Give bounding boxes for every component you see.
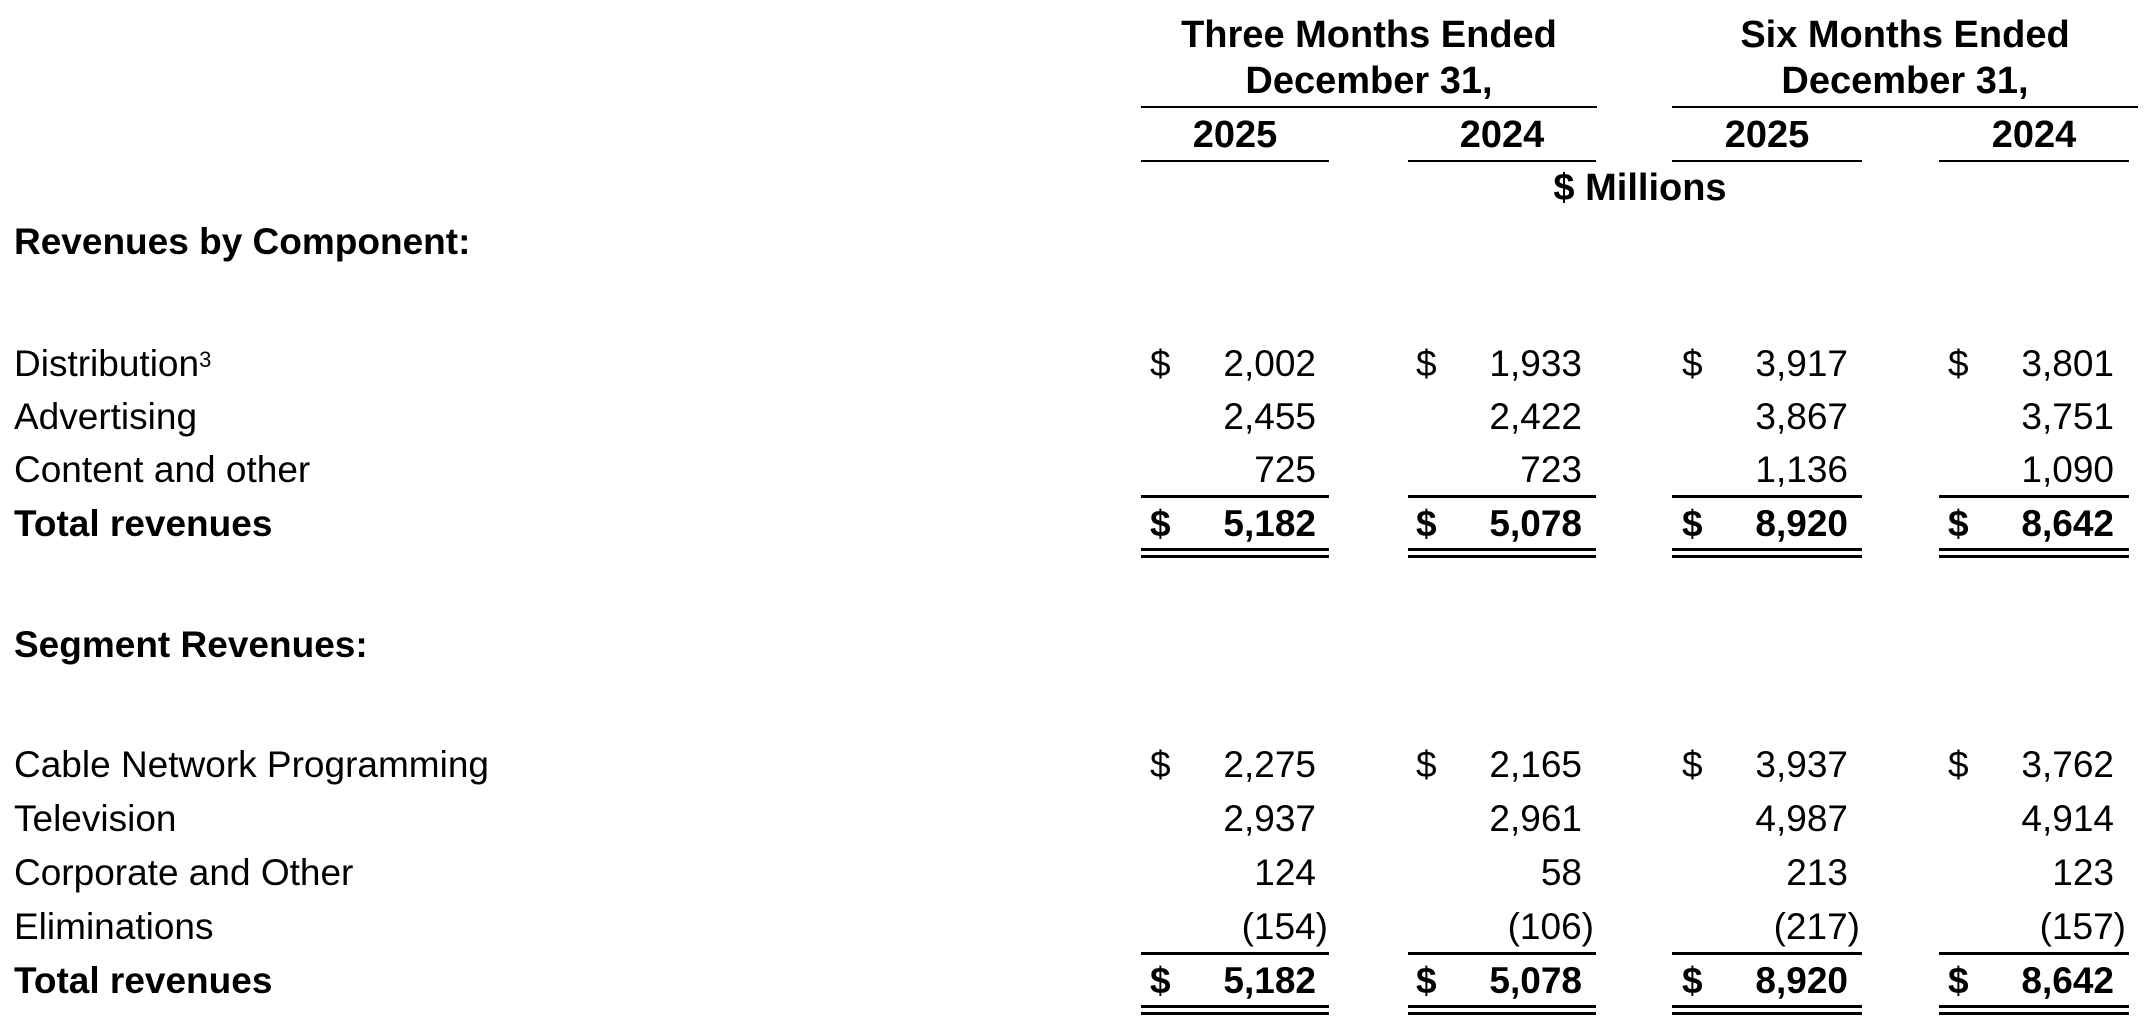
total-value: 8,920 (1755, 960, 1848, 1001)
row-label-text: Distribution (14, 343, 200, 384)
dollar-sign: $ (1682, 503, 1703, 544)
row-label (14, 342, 211, 386)
row-label: Cable Network Programming (14, 744, 490, 785)
header-group-underline (1141, 106, 1597, 108)
header-group-underline (1672, 106, 2138, 108)
value-cell: 2,961 (1489, 798, 1582, 839)
dollar-sign: $ (1150, 343, 1171, 384)
dollar-sign: $ (1682, 744, 1703, 785)
year-underline (1939, 160, 2129, 162)
value-cell: 725 (1254, 449, 1316, 490)
value-cell: 3,762 (2021, 744, 2114, 785)
year-underline (1672, 160, 1862, 162)
header-group-three-months (1141, 12, 1597, 104)
total-label: Total revenues (14, 503, 273, 544)
total-value: 5,182 (1223, 503, 1316, 544)
dollar-sign: $ (1682, 343, 1703, 384)
footnote-marker: 3 (199, 347, 212, 372)
value-cell: 2,937 (1223, 798, 1316, 839)
total-double-rule (1141, 548, 1329, 558)
dollar-sign: $ (1948, 744, 1969, 785)
total-double-rule (1141, 1005, 1329, 1015)
row-label: Advertising (14, 396, 198, 437)
dollar-sign: $ (1150, 960, 1171, 1001)
value-cell: 3,751 (2021, 396, 2114, 437)
header-group-line2: December 31, (1245, 60, 1493, 102)
subtotal-rule (1939, 952, 2129, 955)
value-cell: 3,917 (1755, 343, 1848, 384)
header-group-six-months (1672, 12, 2138, 104)
year-header: 2025 (1192, 114, 1278, 156)
header-group-line2: December 31, (1781, 60, 2029, 102)
value-cell: 4,987 (1755, 798, 1848, 839)
total-value: 8,920 (1755, 503, 1848, 544)
units-label: $ Millions (1553, 167, 1727, 209)
dollar-sign: $ (1948, 343, 1969, 384)
header-group-line1: Six Months Ended (1740, 14, 2070, 56)
total-double-rule (1672, 548, 1862, 558)
value-cell: 723 (1520, 449, 1582, 490)
value-cell: (154) (1241, 906, 1328, 947)
subtotal-rule (1408, 952, 1596, 955)
subtotal-rule (1141, 495, 1329, 498)
total-value: 5,078 (1489, 503, 1582, 544)
year-underline (1408, 160, 1596, 162)
total-double-rule (1672, 1005, 1862, 1015)
value-cell: 1,136 (1755, 449, 1848, 490)
total-value: 8,642 (2021, 960, 2114, 1001)
value-cell: (217) (1773, 906, 1860, 947)
total-label: Total revenues (14, 960, 273, 1001)
subtotal-rule (1672, 952, 1862, 955)
value-cell: 1,090 (2021, 449, 2114, 490)
dollar-sign: $ (1150, 503, 1171, 544)
value-cell: 213 (1786, 852, 1848, 893)
subtotal-rule (1141, 952, 1329, 955)
total-double-rule (1939, 1005, 2129, 1015)
value-cell: 123 (2052, 852, 2114, 893)
dollar-sign: $ (1682, 960, 1703, 1001)
dollar-sign: $ (1948, 960, 1969, 1001)
year-header: 2024 (1991, 114, 2077, 156)
dollar-sign: $ (1150, 744, 1171, 785)
value-cell: 2,275 (1223, 744, 1316, 785)
subtotal-rule (1939, 495, 2129, 498)
value-cell: 3,937 (1755, 744, 1848, 785)
value-cell: 2,455 (1223, 396, 1316, 437)
value-cell: 3,801 (2021, 343, 2114, 384)
row-label: Content and other (14, 449, 311, 490)
total-value: 8,642 (2021, 503, 2114, 544)
year-header: 2025 (1724, 114, 1810, 156)
dollar-sign: $ (1948, 503, 1969, 544)
total-value: 5,182 (1223, 960, 1316, 1001)
value-cell: (157) (2039, 906, 2126, 947)
row-label: Eliminations (14, 906, 214, 947)
row-label: Corporate and Other (14, 852, 354, 893)
value-cell: (106) (1507, 906, 1594, 947)
value-cell: 1,933 (1489, 343, 1582, 384)
value-cell: 2,165 (1489, 744, 1582, 785)
header-group-line1: Three Months Ended (1181, 14, 1557, 56)
value-cell: 2,002 (1223, 343, 1316, 384)
row-label: Television (14, 798, 177, 839)
subtotal-rule (1672, 495, 1862, 498)
dollar-sign: $ (1416, 960, 1437, 1001)
value-cell: 4,914 (2021, 798, 2114, 839)
value-cell: 2,422 (1489, 396, 1582, 437)
total-double-rule (1408, 1005, 1596, 1015)
dollar-sign: $ (1416, 744, 1437, 785)
total-value: 5,078 (1489, 960, 1582, 1001)
subtotal-rule (1408, 495, 1596, 498)
section-title: Segment Revenues: (14, 624, 368, 665)
value-cell: 58 (1540, 852, 1582, 893)
dollar-sign: $ (1416, 343, 1437, 384)
value-cell: 3,867 (1755, 396, 1848, 437)
section-title: Revenues by Component: (14, 221, 471, 262)
year-underline (1141, 160, 1329, 162)
dollar-sign: $ (1416, 503, 1437, 544)
total-double-rule (1408, 548, 1596, 558)
total-double-rule (1939, 548, 2129, 558)
year-header: 2024 (1459, 114, 1545, 156)
value-cell: 124 (1254, 852, 1316, 893)
